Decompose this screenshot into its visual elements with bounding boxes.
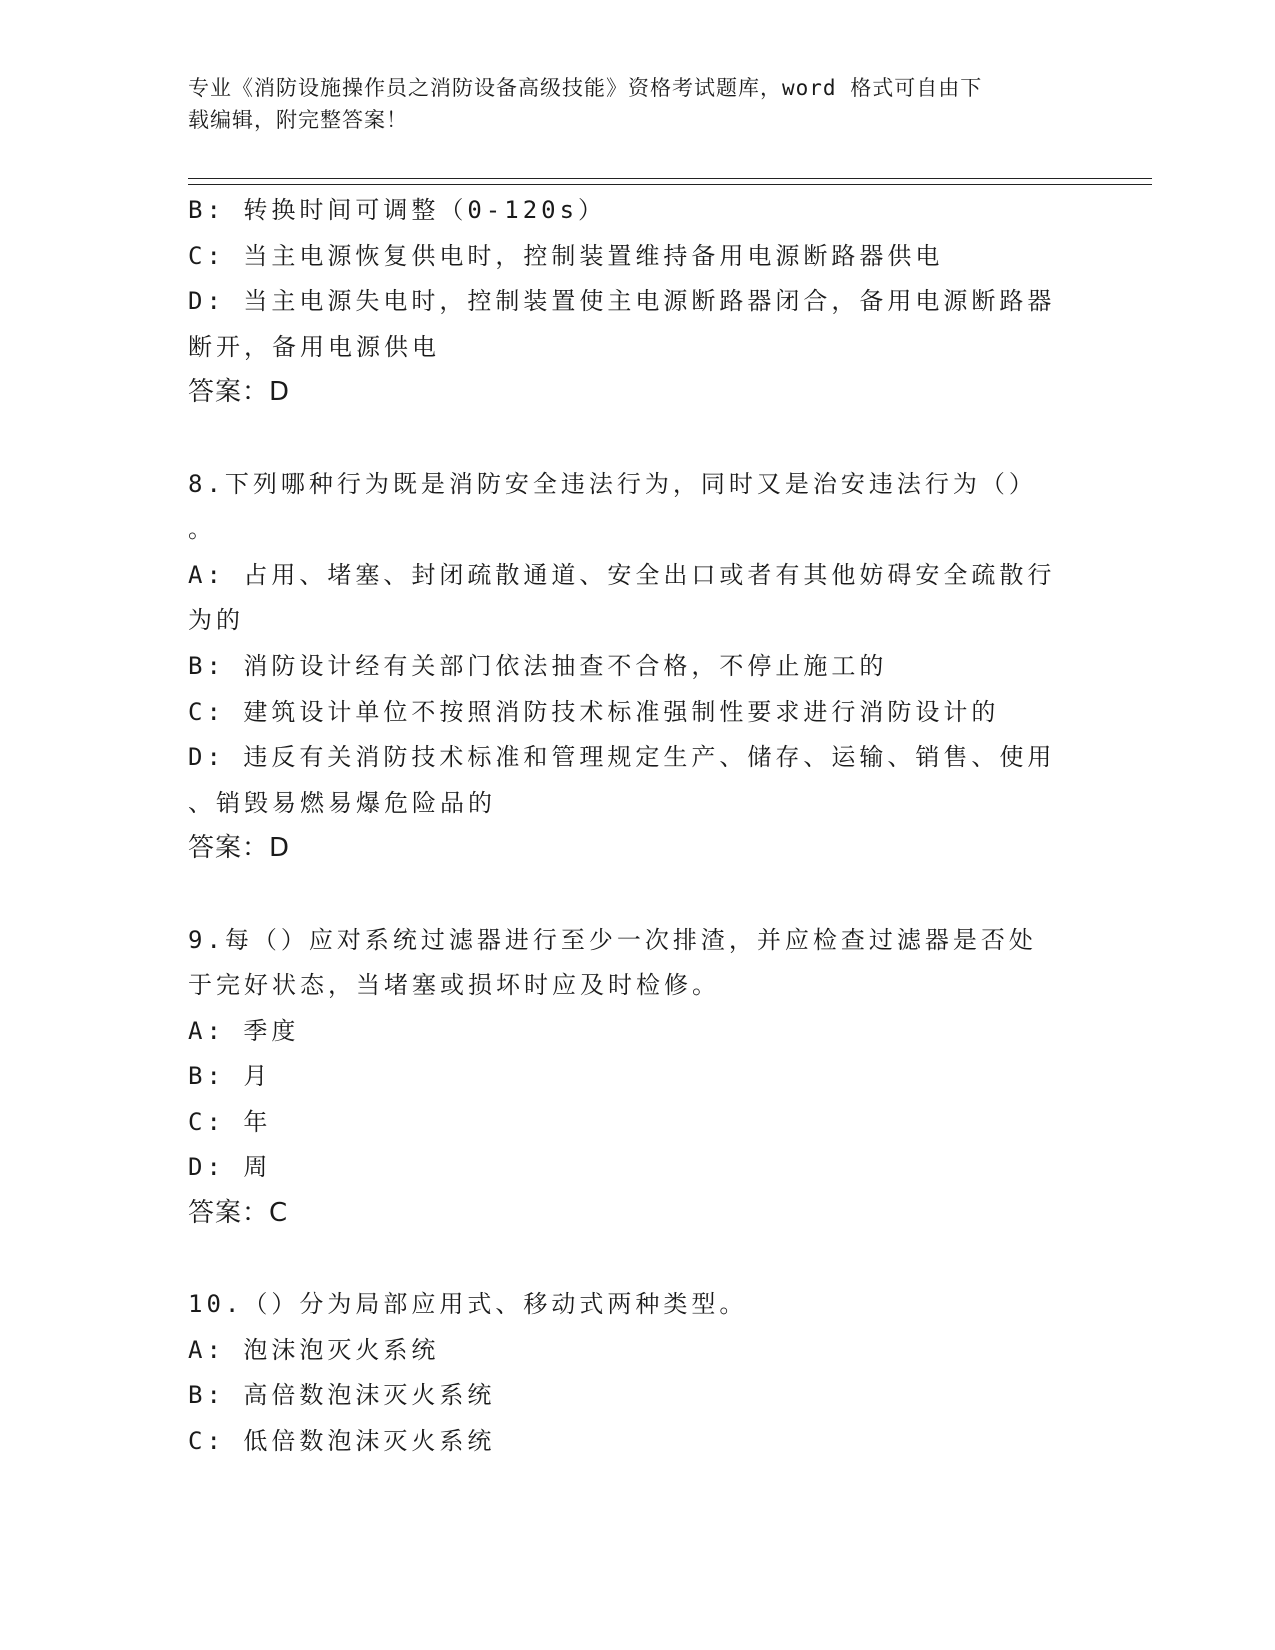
q8-stem-line-1: 8.下列哪种行为既是消防安全违法行为，同时又是治安违法行为（）	[188, 469, 1037, 498]
q8-option-c: C: 建筑设计单位不按照消防技术标准强制性要求进行消防设计的	[188, 697, 1000, 726]
q7-answer: 答案：D	[188, 377, 291, 408]
q10-stem: 10.（）分为局部应用式、移动式两种类型。	[188, 1290, 748, 1319]
q7-option-d-line-1: D: 当主电源失电时，控制装置使主电源断路器闭合，备用电源断路器	[188, 287, 1056, 316]
q8-option-a-line-2: 为的	[188, 606, 244, 635]
spacer	[188, 1237, 1088, 1283]
header-divider	[188, 178, 1152, 185]
q9-option-c: C: 年	[188, 1107, 272, 1136]
header-line-2: 载编辑，附完整答案！	[188, 108, 408, 132]
q10-option-c: C: 低倍数泡沫灭火系统	[188, 1427, 496, 1456]
q8-option-d-line-2: 、销毁易燃易爆危险品的	[188, 788, 496, 817]
q7-option-b: B: 转换时间可调整（0-120s）	[188, 196, 607, 224]
q9-stem-line-2: 于完好状态，当堵塞或损坏时应及时检修。	[188, 971, 720, 1000]
question-8	[188, 462, 1088, 872]
q10-option-b: B: 高倍数泡沫灭火系统	[188, 1381, 496, 1410]
q8-option-d-line-1: D: 违反有关消防技术标准和管理规定生产、储存、运输、销售、使用	[188, 743, 1056, 772]
q9-answer: 答案：C	[188, 1198, 289, 1229]
q9-option-a: A: 季度	[188, 1016, 300, 1045]
question-list	[188, 188, 1088, 1465]
q7-option-c: C: 当主电源恢复供电时，控制装置维持备用电源断路器供电	[188, 241, 944, 270]
q10-option-a: A: 泡沫泡灭火系统	[188, 1335, 440, 1364]
question-10	[188, 1282, 1088, 1464]
q8-stem-line-2: 。	[188, 515, 216, 544]
q9-option-d: D: 周	[188, 1153, 272, 1182]
spacer	[188, 872, 1088, 918]
header-line-1: 专业《消防设施操作员之消防设备高级技能》资格考试题库，word 格式可自由下	[188, 76, 983, 100]
q8-option-b: B: 消防设计经有关部门依法抽查不合格，不停止施工的	[188, 651, 888, 680]
q7-option-d-line-2: 断开，备用电源供电	[188, 332, 440, 361]
question-7	[188, 188, 1088, 416]
question-9	[188, 918, 1088, 1237]
q9-option-b: B: 月	[188, 1062, 272, 1091]
q9-stem-line-1: 9.每（）应对系统过滤器进行至少一次排渣，并应检查过滤器是否处	[188, 925, 1037, 954]
q8-option-a-line-1: A: 占用、堵塞、封闭疏散通道、安全出口或者有其他妨碍安全疏散行	[188, 560, 1056, 589]
document-header	[188, 72, 1088, 136]
spacer	[188, 416, 1088, 462]
q8-answer: 答案：D	[188, 833, 291, 864]
